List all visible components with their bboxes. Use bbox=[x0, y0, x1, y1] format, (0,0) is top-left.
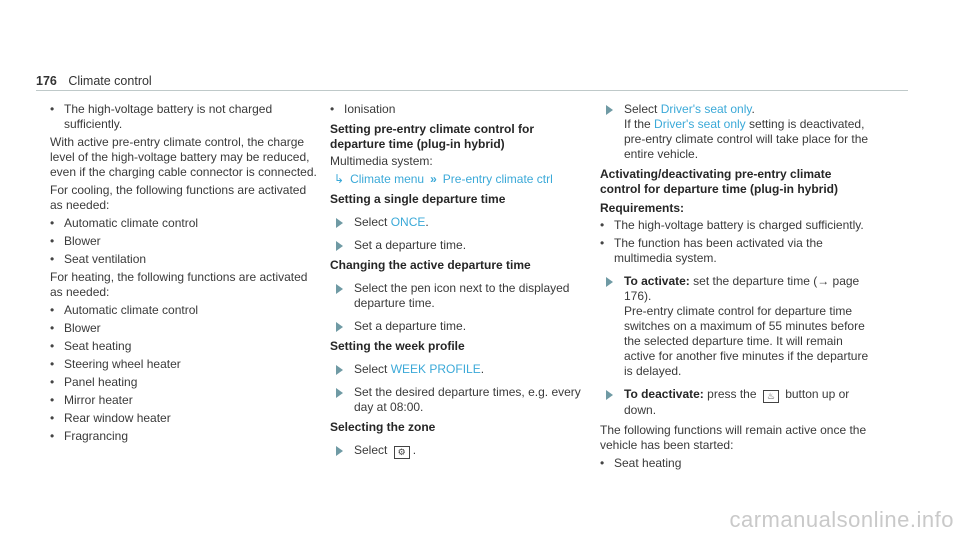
list-item: • The high-voltage battery is charged sufficiently. bbox=[600, 218, 870, 233]
list-item: • Blower bbox=[50, 321, 318, 336]
list-item: • Blower bbox=[50, 234, 318, 249]
para-cooling: For cooling, the following functions are activated as needed: bbox=[50, 183, 307, 212]
driver-seat-option: Driver's seat only bbox=[660, 102, 752, 116]
list-item: • The function has been activated via the multimedia system. bbox=[600, 236, 870, 266]
step-activate: To activate: set the departure time (→ page 176). Pre-entry climate control for departure time switches on a maximum of 55 minutes before the selected departure time. It will remain active for another five minutes if the departure is delayed. bbox=[600, 274, 870, 379]
page-header bbox=[36, 74, 152, 89]
list-item: • Mirror heater bbox=[50, 393, 318, 408]
step-triangle-icon bbox=[606, 105, 613, 115]
step-select-week: Select WEEK PROFILE. bbox=[330, 362, 590, 377]
once-option: ONCE bbox=[390, 215, 426, 229]
step-pen: Select the pen icon next to the displayed departure time. bbox=[330, 281, 590, 311]
step-deactivate: To deactivate: press the ♨ button up or down. bbox=[600, 387, 870, 418]
heading-activating: Activating/deactivating pre-entry climate control for departure time (plug-in hybrid) bbox=[600, 167, 838, 196]
step-triangle-icon bbox=[336, 241, 343, 251]
step-triangle-icon bbox=[336, 388, 343, 398]
path-pre-entry: Pre-entry climate ctrl bbox=[442, 172, 553, 186]
page-number: 176 bbox=[36, 74, 57, 88]
heading-week-profile: Setting the week profile bbox=[330, 339, 465, 353]
step-triangle-icon bbox=[606, 277, 613, 287]
step-triangle-icon bbox=[606, 390, 613, 400]
column-right bbox=[600, 102, 870, 474]
step-triangle-icon bbox=[336, 284, 343, 294]
heading-change-time: Changing the active departure time bbox=[330, 258, 531, 272]
list-item: • Automatic climate control bbox=[50, 303, 318, 318]
step-set-time-2: Set a departure time. bbox=[330, 319, 590, 334]
para-heating: For heating, the following functions are activated as needed: bbox=[50, 270, 308, 299]
heading-single-time: Setting a single departure time bbox=[330, 192, 506, 206]
step-driver-seat: Select Driver's seat only. If the Driver's seat only setting is deactivated, pre-entry climate control will take place for the entire vehicle. bbox=[600, 102, 870, 162]
path-climate-menu: Climate menu bbox=[350, 172, 425, 186]
list-item: • Panel heating bbox=[50, 375, 318, 390]
menu-path bbox=[330, 172, 590, 187]
column-middle bbox=[330, 102, 590, 464]
climate-button-icon: ♨ bbox=[763, 390, 779, 403]
step-select-zone: Select ⚙ . bbox=[330, 443, 590, 459]
list-item: • Rear window heater bbox=[50, 411, 318, 426]
list-item: • Automatic climate control bbox=[50, 216, 318, 231]
list-item: • Fragrancing bbox=[50, 429, 318, 444]
week-profile-option: WEEK PROFILE bbox=[390, 362, 481, 376]
list-item: • Seat heating bbox=[50, 339, 318, 354]
step-triangle-icon bbox=[336, 365, 343, 375]
step-desired-times: Set the desired departure times, e.g. every day at 08:00. bbox=[330, 385, 590, 415]
list-item: • Seat ventilation bbox=[50, 252, 318, 267]
bullet-charge: • The high-voltage battery is not charged sufficiently. bbox=[50, 102, 318, 132]
double-chevron-icon: » bbox=[430, 172, 437, 186]
step-select-once: Select ONCE. bbox=[330, 215, 590, 230]
column-left bbox=[50, 102, 318, 447]
driver-seat-option-ref: Driver's seat only bbox=[654, 117, 746, 131]
para-following: The following functions will remain active once the vehicle has been started: bbox=[600, 423, 867, 452]
heading-setting-time: Setting pre-entry climate control for departure time (plug-in hybrid) bbox=[330, 122, 535, 151]
heading-zone: Selecting the zone bbox=[330, 420, 436, 434]
requirements-label: Requirements: bbox=[600, 201, 685, 215]
menu-arrow-icon: ↳ bbox=[334, 172, 345, 186]
step-triangle-icon bbox=[336, 218, 343, 228]
step-set-time: Set a departure time. bbox=[330, 238, 590, 253]
section-title: Climate control bbox=[68, 74, 152, 88]
step-triangle-icon bbox=[336, 322, 343, 332]
para-active: With active pre-entry climate control, the charge level of the high-voltage battery may be reduced, even if the charging cable connector is connected. bbox=[50, 135, 317, 179]
list-item: • Steering wheel heater bbox=[50, 357, 318, 372]
list-item: • Seat heating bbox=[600, 456, 870, 471]
bullet-ionisation: • Ionisation bbox=[330, 102, 590, 117]
settings-gear-icon: ⚙ bbox=[394, 446, 410, 459]
multimedia-label: Multimedia system: bbox=[330, 154, 433, 168]
step-triangle-icon bbox=[336, 446, 343, 456]
watermark: carmanualsonline.info bbox=[729, 507, 954, 532]
header-rule bbox=[36, 90, 908, 91]
